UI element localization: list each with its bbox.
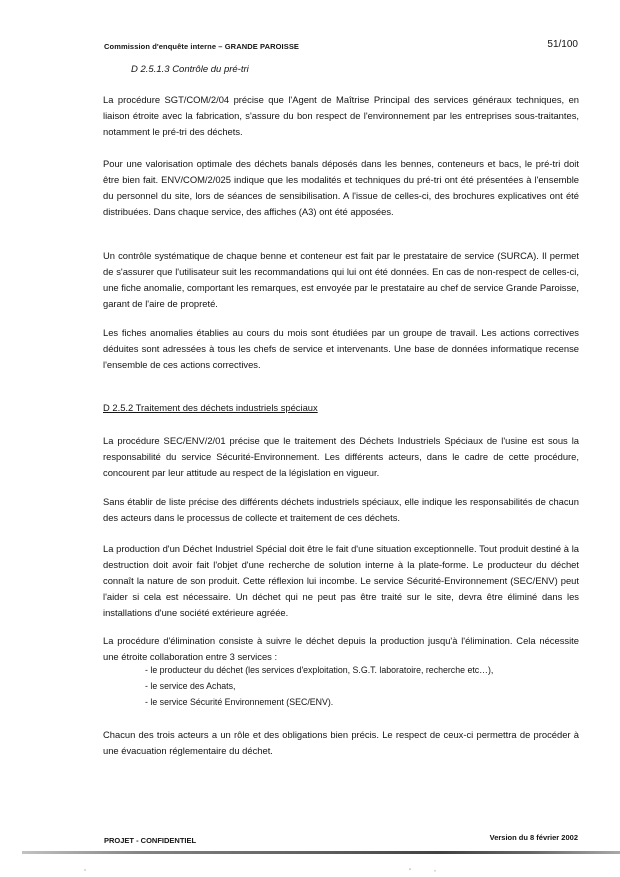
paragraph: Les fiches anomalies établies au cours du mois sont étudiées par un groupe de travail. Les actions correctives déduites sont adressées à tous les chefs de service et intervenants. Une base de données informatique recense l'ensemble de ces actions correctives. <box>103 327 579 370</box>
paragraph: La procédure SEC/ENV/2/01 précise que le traitement des Déchets Industriels Spéciaux de l'usine est sous la responsabilité du service Sécurité-Environnement. Les différents acteurs, dans le cadre de cette procédure, concourent par leur attitude au respect de la législation en vigueur. <box>103 435 579 478</box>
list-item: - le service des Achats, <box>145 681 236 691</box>
paragraph: Chacun des trois acteurs a un rôle et des obligations bien précis. Le respect de ceux-ci permettra de procéder à une évacuation réglementaire du déchet. <box>103 729 579 756</box>
paragraph: La procédure d'élimination consiste à suivre le déchet depuis la production jusqu'à l'élimination. Cela nécessite une étroite collaboration entre 3 services : <box>103 635 579 662</box>
list-item: - le service Sécurité Environnement (SEC/ENV). <box>145 697 334 707</box>
paragraph: Sans établir de liste précise des différents déchets industriels spéciaux, elle indique les responsabilités de chacun des acteurs dans le processus de collecte et traitement de ces déchets. <box>103 496 579 523</box>
paragraph: Pour une valorisation optimale des déchets banals déposés dans les bennes, conteneurs et bacs, le pré-tri doit être bien fait. ENV/COM/2/025 indique que les modalités et techniques du pré-tri ont été présentées à l'ensemble du personnel du site, lors de séances de sensibilisation. A l'issue de celles-ci, des brochures explicatives ont été distribuées. Dans chaque service, des affiches (A3) ont été apposées. <box>103 158 579 217</box>
scan-artifact-noise <box>60 866 560 874</box>
paragraph: La production d'un Déchet Industriel Spécial doit être le fait d'une situation exceptionnelle. Tout produit destiné à la destruction doit avoir fait l'objet d'une recherche de solution interne à la plate-forme. Le producteur du déchet connaît la nature de son produit. Cette réflexion lui incombe. Le service Sécurité-Environnement (SEC/ENV) peut l'aider si cela est nécessaire. Un déchet qui ne peut pas être traité sur le site, devra être éliminé dans les installations d'une société extérieure agréée. <box>103 543 579 618</box>
footer-confidential: PROJET - CONFIDENTIEL <box>104 836 197 845</box>
footer-version: Version du 8 février 2002 <box>489 833 578 842</box>
section-heading-pre-tri: D 2.5.1.3 Contrôle du pré-tri <box>131 64 249 75</box>
scan-artifact-line <box>22 851 620 854</box>
header-title: Commission d'enquête interne – GRANDE PAROISSE <box>104 42 300 51</box>
page-number: 51/100 <box>547 39 578 50</box>
list-item: - le producteur du déchet (les services d'exploitation, S.G.T. laboratoire, recherche etc…), <box>145 665 494 675</box>
section-heading-dis: D 2.5.2 Traitement des déchets industriels spéciaux <box>103 402 318 413</box>
services-list <box>145 662 493 710</box>
paragraph: Un contrôle systématique de chaque benne et conteneur est fait par le prestataire de service (SURCA). Il permet de s'assurer que l'utilisateur suit les recommandations qui lui ont été données. En cas de non-respect de celles-ci, une fiche anomalie, comportant les remarques, est envoyée par le prestataire au chef de service Grande Paroisse, garant de l'aire de propreté. <box>103 250 579 309</box>
paragraph: La procédure SGT/COM/2/04 précise que l'Agent de Maîtrise Principal des services généraux techniques, en liaison étroite avec la fabrication, s'assure du bon respect de l'environnement par les entreprises sous-traitantes, notamment le pré-tri des déchets. <box>103 94 579 137</box>
